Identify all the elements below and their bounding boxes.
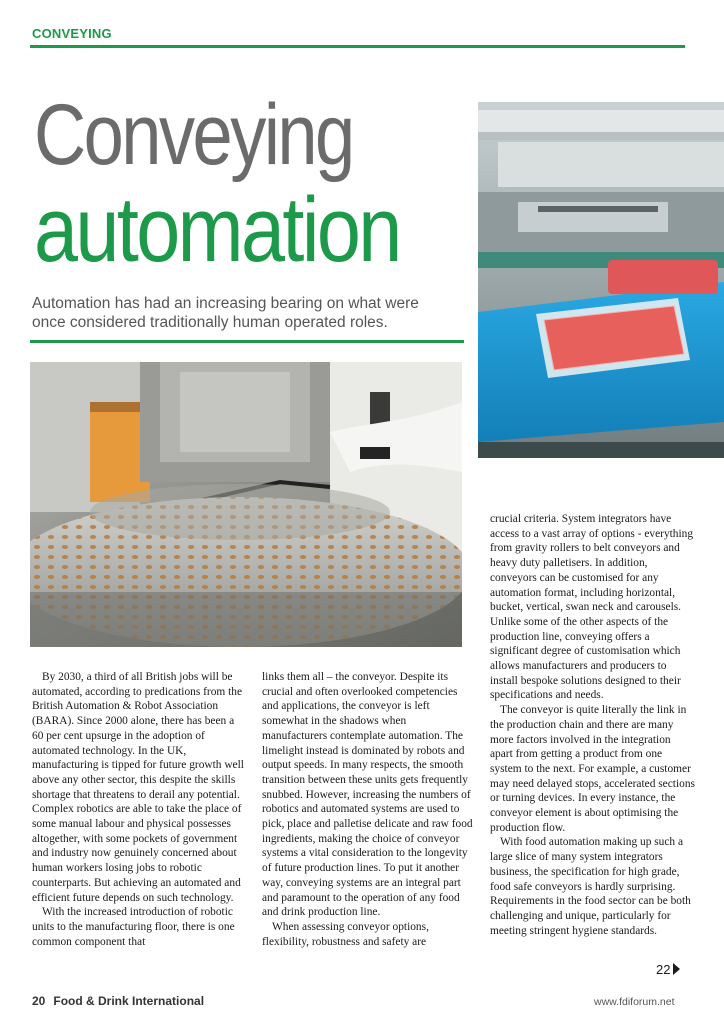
body-column-1 xyxy=(32,670,246,949)
page-title-line2: automation xyxy=(34,179,400,281)
body-column-2 xyxy=(262,670,474,949)
continued-page: 22 xyxy=(656,962,671,977)
paragraph: With the increased introduction of robotic units to the manufacturing floor, there is one common component that xyxy=(32,906,235,948)
arrow-right-icon xyxy=(673,963,680,975)
page-title-line1: Conveying xyxy=(34,87,353,183)
standfirst: Automation has had an increasing bearing on what were once considered traditionally human operated roles. xyxy=(32,295,419,331)
paragraph: links them all – the conveyor. Despite its crucial and often overlooked competencies and applications, the conveyor is left somewhat in the shadows when manufacturers contemplate automation. The limelight instead is dominated by robots and output speeds. In many respects, the smooth transition between these units gets frequently snubbed. However, increasing the numbers of robotics and automated systems are used to pick, place and palletise delicate and raw food ingredients, making the choice of conveyor systems a vital consideration to the longevity of future production lines. To put it another way, conveying systems are an integral part and paramount to the operation of any food and drink production line. xyxy=(262,671,473,919)
paragraph: By 2030, a third of all British jobs will be automated, according to predications from the British Automation & Robot Association (BARA). Since 2000 alone, there has been a 60 per cent upsurge in the adoption of automated technology. In the UK, manufacturing is tipped for future growth well above any other sector, this despite the skills shortage that threatens to derail any potential. Complex robotics are able to take the place of some manual labour and physical possesses altogether, with some pockets of government and industry now genuinely concerned about human workers losing jobs to robotic counterparts. But achieving an automated and efficient future depends on such technology. xyxy=(32,671,244,904)
publication-name: Food & Drink International xyxy=(53,994,205,1008)
website-link[interactable]: www.fdiforum.net xyxy=(594,996,675,1008)
paragraph: The conveyor is quite literally the link in the production chain and there are many more factors involved in the integration apart from getting a product from one system to the next. For example, a customer may need delayed stops, accelerated sections or turning devices. In every instance, the conveyor element is about optimising the production flow. xyxy=(490,704,695,834)
page-number: 20 xyxy=(32,994,46,1008)
paragraph: With food automation making up such a large slice of many system integrators business, the specification for high grade, food safe conveyors is hardly surprising. Requirements in the food sector can be both challenging and unique, particularly for meeting stringent hygiene standards. xyxy=(490,836,691,937)
continued-link[interactable] xyxy=(656,962,680,977)
conveyor-tray-photo xyxy=(478,102,724,458)
machine-photo xyxy=(30,362,462,647)
body-column-3 xyxy=(490,512,696,938)
paragraph: crucial criteria. System integrators have access to a vast array of options - everything from gravity rollers to belt conveyors and heavy duty palletisers. In addition, conveyors can be customised for any automation format, including horizontal, bucket, vertical, swan neck and carousels. Unlike some of the other aspects of the production line, conveying offers a significant degree of customisation which allows manufacturers and producers to install bespoke solutions designed to their specifications and needs. xyxy=(490,513,694,702)
standfirst-rule xyxy=(30,340,464,343)
paragraph: When assessing conveyor options, flexibility, robustness and safety are xyxy=(262,920,429,948)
section-label: CONVEYING xyxy=(32,26,112,41)
header-rule xyxy=(30,45,685,48)
footer-left xyxy=(32,994,204,1008)
